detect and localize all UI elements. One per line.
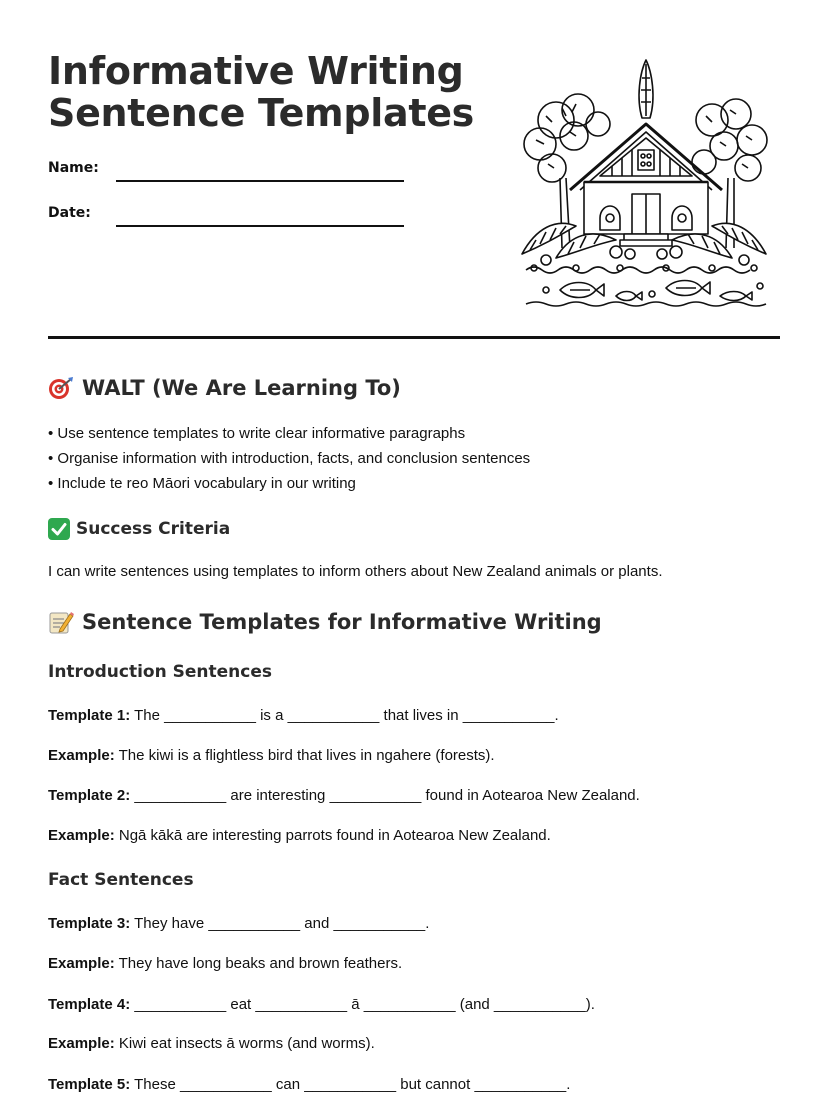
name-field[interactable] bbox=[48, 160, 408, 190]
whare-illustration bbox=[516, 58, 772, 312]
name-label: Name: bbox=[48, 160, 99, 176]
page-title bbox=[48, 50, 474, 134]
facts-heading: Fact Sentences bbox=[48, 870, 194, 890]
example-4-text: Kiwi eat insects ā worms (and worms). bbox=[114, 1035, 375, 1052]
example-2-text: Ngā kākā are interesting parrots found in Aotearoa New Zealand. bbox=[114, 827, 551, 844]
example-2-label: Example: bbox=[48, 827, 115, 844]
check-icon bbox=[48, 518, 70, 540]
walt-heading bbox=[48, 376, 401, 400]
template-1-label: Template 1: bbox=[48, 707, 131, 724]
template-5-text: These ___________ can ___________ but cannot ___________. bbox=[130, 1076, 571, 1093]
date-line[interactable] bbox=[116, 225, 404, 227]
example-3-label: Example: bbox=[48, 955, 115, 972]
template-3-text: They have ___________ and ___________. bbox=[130, 915, 430, 932]
header-divider bbox=[48, 336, 780, 339]
walt-bullet-2: • Organise information with introduction, facts, and conclusion sentences bbox=[48, 450, 531, 467]
success-heading-text: Success Criteria bbox=[76, 519, 231, 539]
template-3-label: Template 3: bbox=[48, 915, 131, 932]
template-4 bbox=[48, 995, 595, 1015]
template-5 bbox=[48, 1075, 570, 1095]
templates-heading-text: Sentence Templates for Informative Writing bbox=[82, 610, 602, 634]
example-3 bbox=[48, 954, 402, 974]
template-1-text: The ___________ is a ___________ that lives in ___________. bbox=[130, 707, 559, 724]
success-text: I can write sentences using templates to inform others about New Zealand animals or plants. bbox=[48, 563, 663, 580]
template-2-label: Template 2: bbox=[48, 787, 131, 804]
example-4 bbox=[48, 1034, 375, 1054]
example-1 bbox=[48, 746, 495, 766]
template-1 bbox=[48, 706, 559, 726]
walt-bullet-1: • Use sentence templates to write clear informative paragraphs bbox=[48, 425, 466, 442]
template-4-text: ___________ eat ___________ ā ___________ (and ___________). bbox=[130, 996, 595, 1013]
template-5-label: Template 5: bbox=[48, 1076, 131, 1093]
example-4-label: Example: bbox=[48, 1035, 115, 1052]
template-2-text: ___________ are interesting ___________ found in Aotearoa New Zealand. bbox=[130, 787, 640, 804]
template-2 bbox=[48, 786, 640, 806]
introduction-heading: Introduction Sentences bbox=[48, 662, 272, 682]
example-1-text: The kiwi is a flightless bird that lives in ngahere (forests). bbox=[114, 747, 495, 764]
walt-bullet-3: • Include te reo Māori vocabulary in our writing bbox=[48, 475, 356, 492]
title-line-2: Sentence Templates bbox=[48, 91, 474, 135]
title-line-1: Informative Writing bbox=[48, 49, 464, 93]
example-3-text: They have long beaks and brown feathers. bbox=[114, 955, 403, 972]
date-label: Date: bbox=[48, 205, 91, 221]
date-field[interactable] bbox=[48, 205, 408, 235]
templates-heading bbox=[48, 610, 602, 634]
success-heading bbox=[48, 518, 230, 540]
target-icon bbox=[48, 376, 74, 400]
example-1-label: Example: bbox=[48, 747, 115, 764]
template-4-label: Template 4: bbox=[48, 996, 131, 1013]
example-2 bbox=[48, 826, 551, 846]
memo-icon bbox=[48, 610, 74, 634]
template-3 bbox=[48, 914, 429, 934]
name-line[interactable] bbox=[116, 180, 404, 182]
walt-heading-text: WALT (We Are Learning To) bbox=[82, 376, 401, 400]
